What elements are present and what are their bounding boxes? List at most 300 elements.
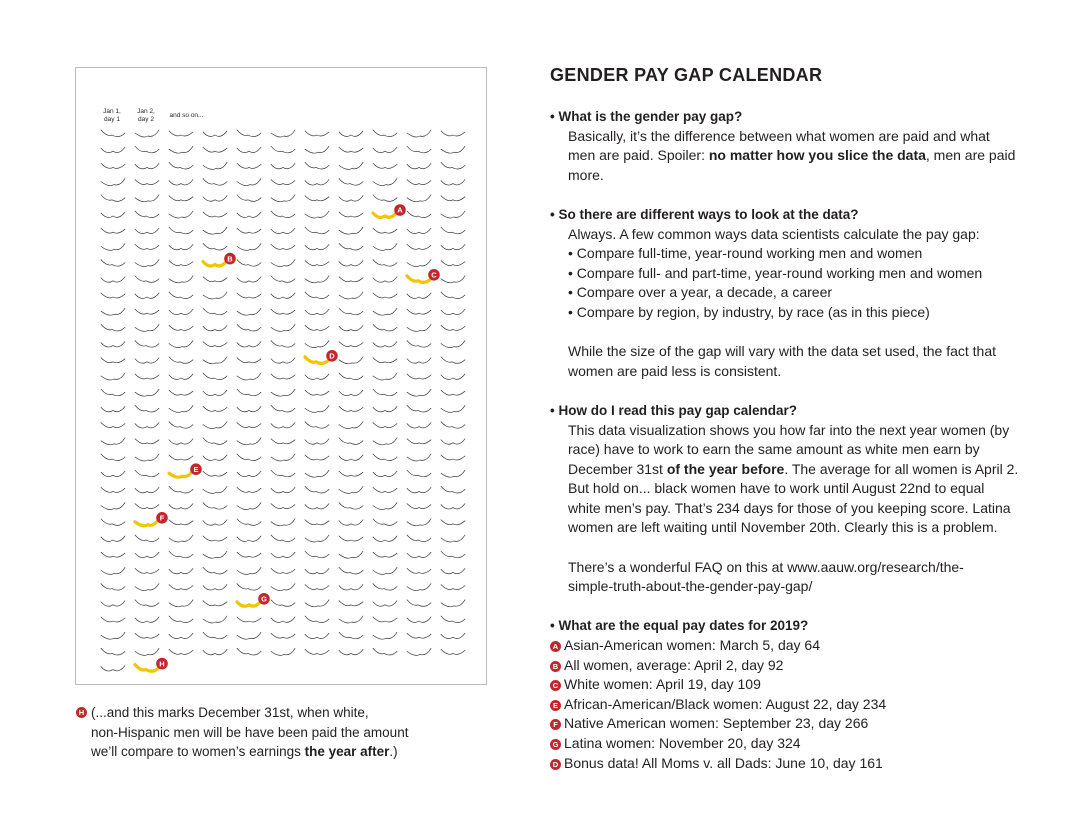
day-mark bbox=[271, 195, 295, 202]
day-mark bbox=[305, 568, 329, 573]
day-mark bbox=[135, 648, 159, 655]
day-mark bbox=[373, 130, 397, 137]
day-mark bbox=[441, 244, 465, 249]
page-title: GENDER PAY GAP CALENDAR bbox=[550, 65, 823, 85]
day-mark bbox=[339, 632, 363, 639]
day-mark bbox=[407, 535, 431, 542]
day-mark bbox=[441, 633, 465, 638]
day-mark bbox=[169, 180, 193, 185]
day-mark bbox=[271, 163, 295, 168]
day-mark bbox=[135, 180, 159, 185]
bullet-item: • Compare over a year, a decade, a career bbox=[568, 284, 833, 301]
day-mark bbox=[135, 584, 159, 591]
day-mark bbox=[101, 648, 125, 655]
day-mark bbox=[441, 470, 465, 477]
day-mark bbox=[407, 584, 431, 591]
day-mark bbox=[271, 568, 295, 573]
day-mark bbox=[441, 211, 465, 218]
day-mark bbox=[135, 552, 159, 557]
day-mark bbox=[203, 227, 227, 234]
day-mark bbox=[271, 584, 295, 591]
day-mark bbox=[271, 276, 295, 283]
day-mark bbox=[237, 438, 261, 445]
svg-text:D: D bbox=[329, 351, 335, 361]
day-mark bbox=[271, 504, 295, 509]
day-mark bbox=[169, 551, 193, 558]
day-mark bbox=[169, 374, 193, 379]
day-mark bbox=[339, 567, 363, 574]
day-mark bbox=[441, 196, 465, 201]
day-mark bbox=[373, 277, 397, 282]
day-mark bbox=[441, 455, 465, 460]
svg-text:H: H bbox=[159, 659, 165, 669]
day-mark bbox=[169, 535, 193, 542]
day-mark bbox=[271, 519, 295, 526]
day-mark bbox=[101, 179, 125, 186]
day-mark bbox=[339, 261, 363, 266]
svg-text:A: A bbox=[397, 205, 403, 215]
day-mark bbox=[305, 600, 329, 607]
day-mark bbox=[339, 422, 363, 429]
day-mark bbox=[373, 503, 397, 510]
day-mark bbox=[339, 585, 363, 590]
day-mark bbox=[135, 617, 159, 622]
day-mark bbox=[169, 341, 193, 348]
day-mark bbox=[101, 454, 125, 461]
day-mark-highlighted bbox=[237, 601, 261, 606]
marker-d bbox=[326, 350, 338, 362]
day-mark bbox=[441, 585, 465, 590]
day-mark bbox=[305, 633, 329, 638]
day-mark bbox=[373, 373, 397, 380]
day-mark bbox=[305, 551, 329, 558]
day-mark bbox=[203, 406, 227, 411]
day-mark bbox=[135, 324, 159, 331]
day-mark bbox=[305, 131, 329, 136]
day-mark bbox=[101, 423, 125, 428]
footnote-line-3: we’ll compare to women’s earnings the year after.) bbox=[91, 744, 398, 760]
day-mark bbox=[169, 292, 193, 299]
day-mark bbox=[407, 211, 431, 218]
day-mark bbox=[339, 196, 363, 201]
day-mark bbox=[101, 358, 125, 363]
day-mark bbox=[305, 504, 329, 509]
day-mark bbox=[407, 358, 431, 363]
day-mark bbox=[339, 212, 363, 217]
date-item-e: E African-American/Black women: August 22, day 234 bbox=[550, 695, 1030, 715]
day-mark bbox=[203, 567, 227, 574]
marker-e bbox=[190, 463, 202, 475]
day-mark bbox=[237, 342, 261, 347]
day-mark bbox=[441, 309, 465, 314]
day-mark bbox=[101, 536, 125, 541]
day-mark bbox=[237, 454, 261, 461]
day-mark bbox=[101, 243, 125, 250]
day-mark bbox=[203, 455, 227, 460]
day-mark bbox=[271, 358, 295, 363]
day-mark bbox=[339, 438, 363, 445]
day-mark bbox=[101, 406, 125, 411]
day-mark-highlighted bbox=[135, 519, 159, 526]
day-mark bbox=[441, 261, 465, 266]
day-mark bbox=[169, 405, 193, 412]
day-mark bbox=[135, 211, 159, 218]
day-mark bbox=[407, 648, 431, 655]
day-mark bbox=[237, 373, 261, 380]
article bbox=[550, 64, 1030, 773]
day-mark bbox=[169, 146, 193, 153]
day-mark bbox=[373, 293, 397, 298]
day-mark bbox=[271, 487, 295, 492]
question-different-ways: • So there are different ways to look at the data? bbox=[550, 206, 859, 222]
day-mark bbox=[441, 180, 465, 185]
day-mark bbox=[339, 649, 363, 654]
day-mark bbox=[169, 616, 193, 623]
day-mark bbox=[203, 325, 227, 330]
day-mark bbox=[169, 390, 193, 395]
day-mark bbox=[271, 470, 295, 477]
day-mark bbox=[169, 211, 193, 218]
day-mark bbox=[339, 471, 363, 476]
answer-how-to-read: This data visualization shows you how far into the next year women (by race) have to work to earn the same amount as white men earn by December 31st of the year before. The average for all women is April 2. But hold on... black women have to work until August 22nd to equal white men’s pay. That’s 234 days for those of you keeping score. Latina women are left waiting until November 20th. Clearly this is a problem. There’s a wonderful FAQ on this at www.aauw.org/research/the- simple-truth-about-the-gender-pay-gap/ bbox=[550, 421, 1030, 597]
day-mark bbox=[441, 405, 465, 412]
day-mark bbox=[407, 130, 431, 137]
day-mark bbox=[169, 276, 193, 283]
day-mark bbox=[101, 308, 125, 315]
day-mark bbox=[237, 648, 261, 655]
day-mark bbox=[305, 227, 329, 234]
day-mark bbox=[305, 244, 329, 249]
date-item-b: B All women, average: April 2, day 92 bbox=[550, 656, 1030, 676]
day-mark bbox=[237, 567, 261, 574]
day-mark bbox=[373, 584, 397, 591]
date-item-a: A Asian-American women: March 5, day 64 bbox=[550, 636, 1030, 656]
day-mark bbox=[101, 552, 125, 557]
day-mark bbox=[135, 341, 159, 348]
day-mark bbox=[271, 211, 295, 218]
day-mark bbox=[237, 552, 261, 557]
footnote-marker-h: H bbox=[76, 707, 87, 718]
marker-a bbox=[394, 204, 406, 216]
day-mark bbox=[271, 633, 295, 638]
day-mark bbox=[271, 535, 295, 542]
day-mark bbox=[169, 520, 193, 525]
day-mark bbox=[203, 649, 227, 654]
day-mark bbox=[441, 422, 465, 429]
day-mark bbox=[101, 438, 125, 445]
day-mark bbox=[237, 358, 261, 363]
day-mark bbox=[407, 324, 431, 331]
day-mark bbox=[101, 503, 125, 510]
day-mark bbox=[237, 228, 261, 233]
day-mark bbox=[407, 195, 431, 202]
day-mark bbox=[305, 146, 329, 153]
day-mark bbox=[305, 292, 329, 299]
day-mark bbox=[441, 227, 465, 234]
day-mark bbox=[271, 228, 295, 233]
day-mark bbox=[373, 438, 397, 445]
day-mark bbox=[441, 292, 465, 299]
day-mark bbox=[169, 131, 193, 136]
day-mark bbox=[339, 373, 363, 380]
day-mark bbox=[305, 374, 329, 379]
day-mark bbox=[305, 535, 329, 542]
day-mark bbox=[373, 324, 397, 331]
day-mark bbox=[203, 632, 227, 639]
day-mark bbox=[135, 487, 159, 492]
marker-f bbox=[156, 512, 168, 524]
day-mark bbox=[407, 389, 431, 396]
day-mark bbox=[373, 471, 397, 476]
day-mark bbox=[441, 131, 465, 136]
day-mark bbox=[373, 342, 397, 347]
day-mark bbox=[373, 308, 397, 315]
day-mark bbox=[203, 162, 227, 169]
day-mark bbox=[441, 504, 465, 509]
day-mark bbox=[407, 146, 431, 153]
day-mark bbox=[203, 179, 227, 186]
faq-link-text: There’s a wonderful FAQ on this at www.aauw.org/research/the- bbox=[568, 558, 964, 575]
day-mark bbox=[135, 228, 159, 233]
day-mark bbox=[441, 486, 465, 493]
day-mark bbox=[101, 324, 125, 331]
footnote-line-1: (...and this marks December 31st, when white, bbox=[91, 705, 369, 720]
day-mark bbox=[407, 568, 431, 573]
day-mark bbox=[271, 389, 295, 396]
day-mark bbox=[237, 260, 261, 267]
day-mark bbox=[373, 406, 397, 411]
pay-gap-calendar-chart bbox=[75, 67, 487, 685]
day-mark bbox=[101, 195, 125, 202]
day-mark bbox=[203, 486, 227, 493]
day-mark bbox=[339, 227, 363, 234]
day-mark bbox=[305, 276, 329, 283]
day-mark bbox=[373, 567, 397, 574]
day-mark bbox=[339, 551, 363, 558]
day-mark bbox=[101, 373, 125, 380]
footnote-line-2: non-Hispanic men will be have been paid the amount bbox=[91, 724, 409, 740]
svg-text:E: E bbox=[193, 464, 199, 474]
svg-text:G: G bbox=[261, 594, 267, 604]
day-mark bbox=[305, 390, 329, 395]
day-mark bbox=[101, 601, 125, 606]
answer-what-is-gap: Basically, it’s the difference between what women are paid and what men are paid. Spoiler: no matter how you slice the data, men are paid more. bbox=[568, 127, 1016, 183]
day-mark bbox=[271, 146, 295, 153]
day-mark bbox=[407, 454, 431, 461]
day-mark bbox=[407, 244, 431, 249]
day-mark bbox=[441, 162, 465, 169]
day-mark bbox=[169, 162, 193, 169]
day-mark bbox=[169, 455, 193, 460]
day-mark bbox=[373, 243, 397, 250]
day-mark bbox=[101, 666, 125, 671]
day-mark bbox=[203, 342, 227, 347]
day-mark bbox=[407, 374, 431, 379]
day-mark bbox=[271, 309, 295, 314]
day-mark bbox=[271, 423, 295, 428]
day-mark bbox=[373, 552, 397, 557]
day-mark bbox=[237, 471, 261, 476]
day-mark bbox=[339, 390, 363, 395]
day-mark bbox=[237, 277, 261, 282]
day-mark bbox=[305, 341, 329, 348]
day-mark bbox=[407, 423, 431, 428]
day-mark bbox=[271, 244, 295, 249]
day-mark bbox=[169, 568, 193, 573]
day-mark bbox=[101, 519, 125, 526]
day-mark bbox=[101, 260, 125, 267]
question-what-is-gap: • What is the gender pay gap? bbox=[550, 109, 743, 124]
day-mark bbox=[203, 373, 227, 380]
day-mark bbox=[339, 616, 363, 623]
day-mark bbox=[339, 520, 363, 525]
date-item-g: G Latina women: November 20, day 324 bbox=[550, 734, 1030, 754]
day-mark bbox=[101, 130, 125, 137]
day-mark bbox=[237, 423, 261, 428]
day-mark bbox=[305, 649, 329, 654]
day-mark bbox=[237, 324, 261, 331]
day-mark bbox=[101, 277, 125, 282]
day-mark bbox=[237, 536, 261, 541]
day-mark bbox=[271, 260, 295, 267]
day-mark bbox=[441, 535, 465, 542]
day-mark bbox=[339, 243, 363, 250]
day-mark bbox=[203, 551, 227, 558]
date-item-d: D Bonus data! All Moms v. all Dads: June 10, day 161 bbox=[550, 754, 1030, 774]
day-mark bbox=[203, 471, 227, 476]
day-mark bbox=[135, 568, 159, 573]
day-mark bbox=[305, 180, 329, 185]
day-mark bbox=[271, 439, 295, 444]
day-mark bbox=[237, 617, 261, 622]
chart-footnote bbox=[76, 703, 476, 762]
day-mark bbox=[237, 503, 261, 510]
day-mark bbox=[169, 309, 193, 314]
day-mark bbox=[203, 601, 227, 606]
day-mark bbox=[135, 195, 159, 202]
day-mark bbox=[237, 147, 261, 152]
day-mark bbox=[407, 405, 431, 412]
day-mark bbox=[135, 374, 159, 379]
day-mark bbox=[407, 228, 431, 233]
day-mark bbox=[237, 584, 261, 591]
day-mark-highlighted bbox=[169, 470, 193, 477]
day-mark bbox=[339, 308, 363, 315]
day-mark bbox=[237, 212, 261, 217]
day-mark bbox=[169, 227, 193, 234]
bullet-item: • Compare full- and part-time, year-round working men and women bbox=[568, 264, 983, 281]
marker-g bbox=[258, 593, 270, 605]
day-mark bbox=[135, 470, 159, 477]
day-mark bbox=[373, 617, 397, 622]
day-mark bbox=[339, 325, 363, 330]
day-mark bbox=[373, 519, 397, 526]
day-mark bbox=[339, 292, 363, 299]
day-mark bbox=[339, 406, 363, 411]
day-mark bbox=[271, 405, 295, 412]
day-mark bbox=[203, 292, 227, 299]
day-mark bbox=[203, 212, 227, 217]
day-mark bbox=[373, 358, 397, 363]
day-mark bbox=[373, 147, 397, 152]
day-mark bbox=[237, 195, 261, 202]
day-mark bbox=[135, 244, 159, 249]
day-mark bbox=[135, 600, 159, 607]
svg-text:B: B bbox=[227, 254, 233, 264]
day-mark bbox=[101, 584, 125, 591]
day-mark bbox=[373, 195, 397, 202]
day-mark bbox=[203, 520, 227, 525]
day-mark bbox=[407, 487, 431, 492]
day-mark bbox=[101, 632, 125, 639]
day-mark bbox=[441, 325, 465, 330]
day-mark bbox=[339, 162, 363, 169]
day-mark bbox=[271, 130, 295, 137]
day-mark bbox=[339, 601, 363, 606]
day-mark bbox=[101, 617, 125, 622]
day-mark bbox=[203, 277, 227, 282]
day-mark bbox=[135, 454, 159, 461]
day-mark bbox=[271, 454, 295, 461]
day-mark bbox=[407, 163, 431, 168]
bullet-item: • Compare full-time, year-round working men and women bbox=[568, 245, 923, 262]
day-mark bbox=[339, 486, 363, 493]
faq-link-text-cont: simple-truth-about-the-gender-pay-gap/ bbox=[568, 578, 813, 595]
day-mark bbox=[305, 405, 329, 412]
day-mark bbox=[169, 325, 193, 330]
day-mark bbox=[271, 374, 295, 379]
day-mark bbox=[203, 308, 227, 315]
day-mark bbox=[135, 146, 159, 153]
day-mark bbox=[407, 633, 431, 638]
day-mark bbox=[373, 601, 397, 606]
marker-c bbox=[428, 269, 440, 281]
day-mark bbox=[339, 147, 363, 152]
day-mark bbox=[169, 261, 193, 266]
day-mark bbox=[305, 616, 329, 623]
day-mark bbox=[305, 211, 329, 218]
day-mark bbox=[339, 455, 363, 460]
marker-b bbox=[224, 253, 236, 265]
day-mark bbox=[237, 632, 261, 639]
day-mark bbox=[237, 243, 261, 250]
day-mark-highlighted bbox=[305, 357, 329, 364]
day-mark bbox=[203, 422, 227, 429]
day-mark bbox=[441, 146, 465, 153]
day-mark bbox=[237, 308, 261, 315]
day-mark-highlighted bbox=[203, 261, 227, 266]
day-mark bbox=[169, 486, 193, 493]
svg-text:C: C bbox=[431, 270, 437, 280]
day-mark bbox=[373, 228, 397, 233]
day-mark bbox=[339, 357, 363, 364]
day-mark bbox=[271, 180, 295, 185]
day-mark bbox=[203, 616, 227, 623]
day-mark bbox=[305, 196, 329, 201]
day-mark bbox=[373, 389, 397, 396]
day-mark bbox=[237, 293, 261, 298]
day-mark bbox=[237, 389, 261, 396]
day-mark bbox=[441, 600, 465, 607]
day-mark bbox=[237, 179, 261, 186]
day-mark bbox=[407, 309, 431, 314]
day-mark bbox=[169, 600, 193, 607]
day-mark bbox=[135, 504, 159, 509]
day-mark bbox=[101, 293, 125, 298]
day-mark bbox=[135, 535, 159, 542]
day-mark bbox=[339, 179, 363, 186]
equal-pay-dates-list bbox=[550, 636, 1030, 773]
